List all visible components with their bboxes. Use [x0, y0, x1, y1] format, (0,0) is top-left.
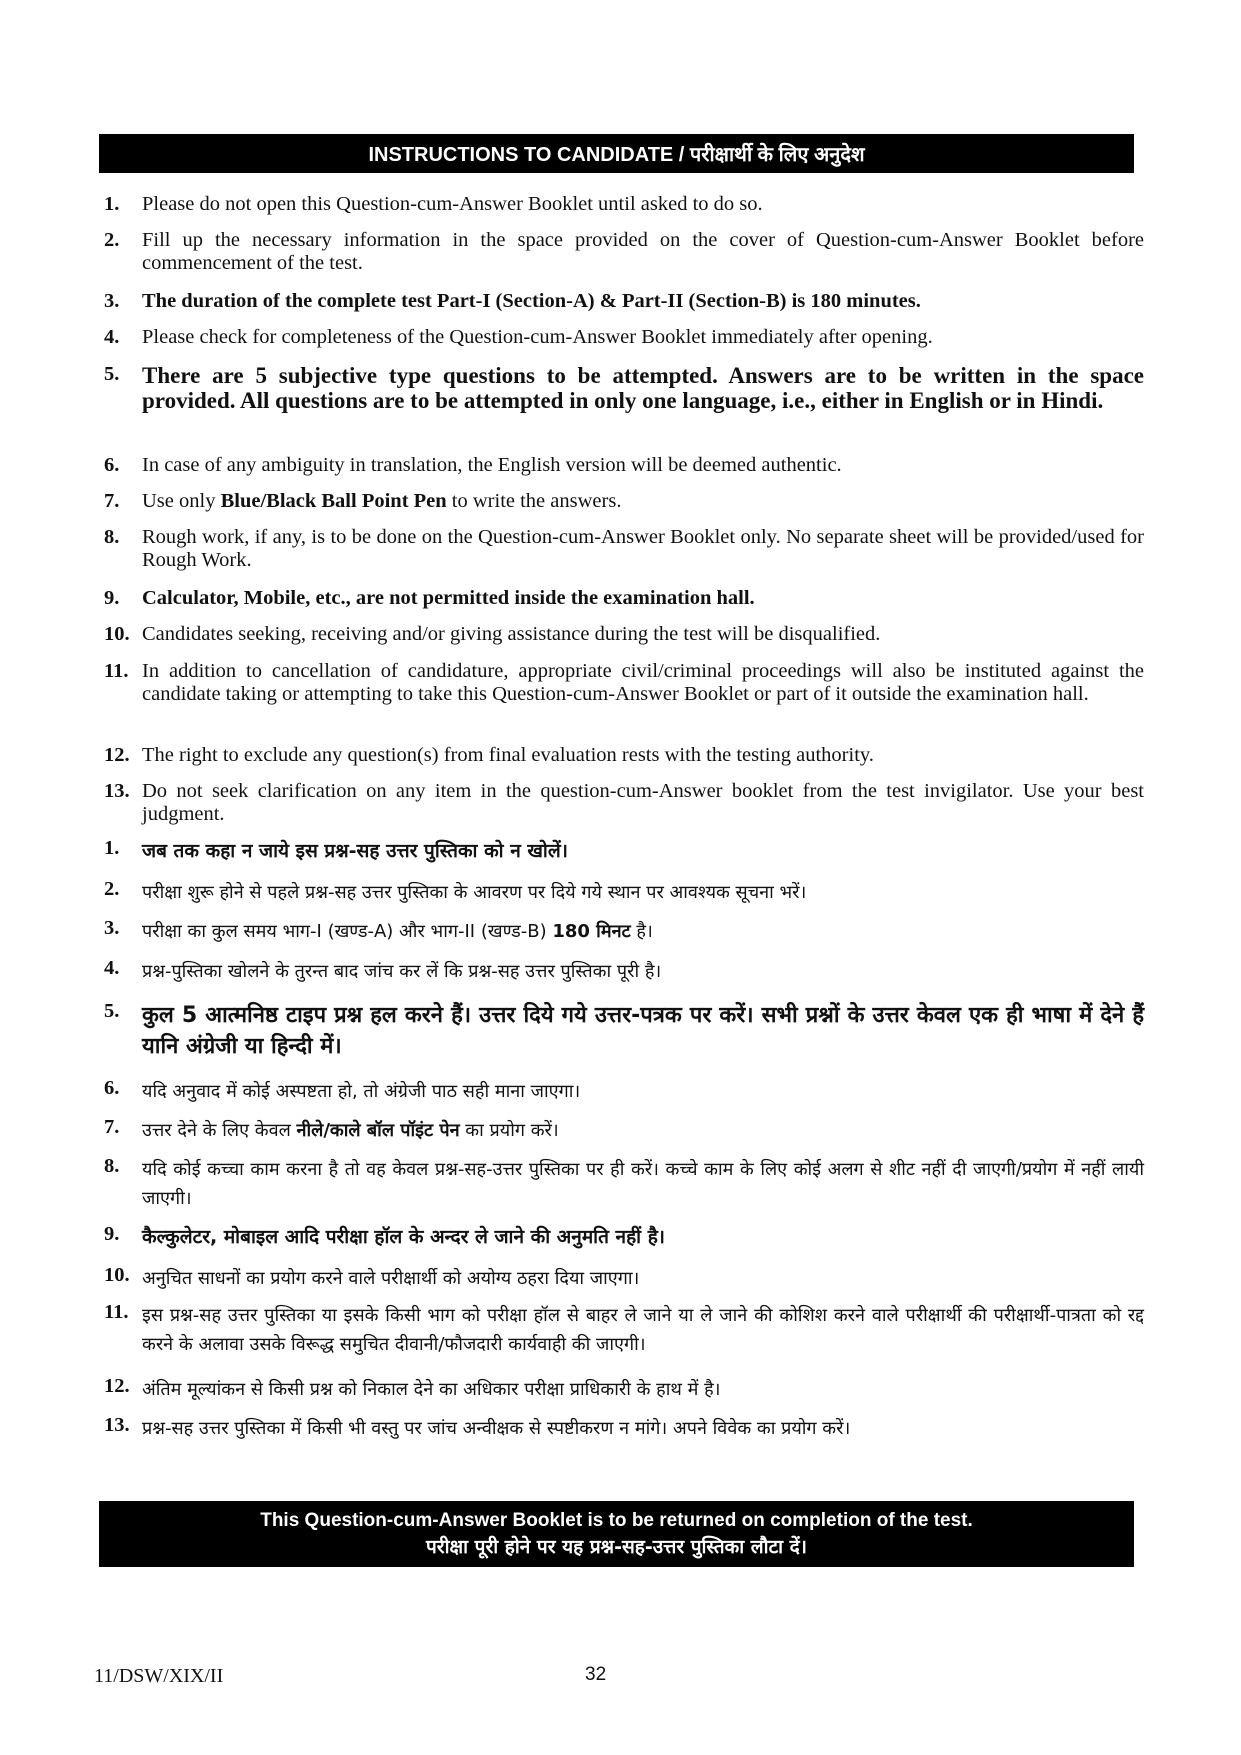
item-number: 7. [104, 490, 120, 512]
english-instruction-6 [104, 454, 1144, 477]
english-instruction-3 [104, 290, 1144, 313]
item-text-after: का प्रयोग करें। [459, 1120, 559, 1141]
item-number: 12. [104, 744, 130, 766]
item-number: 4. [104, 957, 120, 979]
item-number: 2. [104, 878, 120, 900]
item-text: The duration of the complete test Part-I (Section-A) & Part-II (Section-B) is 180 minutes. [142, 290, 921, 312]
item-number: 10. [104, 623, 130, 645]
english-instruction-10 [104, 623, 1144, 646]
english-instruction-9 [104, 587, 1144, 610]
item-text: परीक्षा शुरू होने से पहले प्रश्न-सह उत्तर पुस्तिका के आवरण पर दिये गये स्थान पर आवश्यक सूचना भरें। [142, 882, 807, 903]
item-text: Calculator, Mobile, etc., are not permitted inside the examination hall. [142, 587, 755, 609]
instructions-header [99, 134, 1134, 173]
item-number: 4. [104, 326, 120, 348]
item-text: There are 5 subjective type questions to be attempted. Answers are to be written in the space provided. All questions are to be attempted in only one language, i.e., either in English or in Hindi. [142, 363, 1144, 413]
item-number: 7. [104, 1116, 120, 1138]
item-number: 1. [104, 193, 120, 215]
item-text-after: है। [630, 921, 653, 942]
return-booklet-notice [99, 1501, 1134, 1567]
hindi-instruction-1 [104, 837, 1144, 866]
item-number: 6. [104, 454, 120, 476]
item-text [142, 490, 1144, 513]
item-text-after: to write the answers. [446, 490, 622, 512]
item-text: अनुचित साधनों का प्रयोग करने वाले परीक्षार्थी को अयोग्य ठहरा दिया जाएगा। [142, 1268, 640, 1289]
item-text: यदि अनुवाद में कोई अस्पष्टता हो, तो अंग्रेजी पाठ सही माना जाएगा। [142, 1081, 581, 1102]
item-number: 13. [104, 1414, 130, 1436]
item-number: 5. [104, 1000, 120, 1022]
item-number: 13. [104, 780, 130, 802]
hindi-instruction-7 [104, 1116, 1144, 1145]
hindi-instruction-3 [104, 917, 1144, 946]
item-text: प्रश्न-पुस्तिका खोलने के तुरन्त बाद जांच कर लें कि प्रश्न-सह उत्तर पुस्तिका पूरी है। [142, 961, 662, 982]
item-text-bold: 180 मिनट [552, 921, 631, 942]
item-text: अंतिम मूल्यांकन से किसी प्रश्न को निकाल देने का अधिकार परीक्षा प्राधिकारी के हाथ में है। [142, 1379, 721, 1400]
english-instruction-5 [104, 363, 1144, 413]
item-text [142, 917, 1144, 946]
english-instruction-13 [104, 780, 1144, 826]
item-number: 2. [104, 229, 120, 251]
item-text: इस प्रश्न-सह उत्तर पुस्तिका या इसके किसी भाग को परीक्षा हॉल से बाहर ले जाने या ले जाने की कोशिश करने वाले परीक्षार्थी की परीक्षार्थी-पात्रता को रद्द करने के अलावा उसके विरूद्ध समुचित दीवानी/फौजदारी कार्यवाही की जाएगी। [142, 1305, 1144, 1355]
return-notice-english: This Question-cum-Answer Booklet is to be returned on completion of the test. [260, 1510, 973, 1531]
page-number: 32 [585, 1664, 607, 1685]
hindi-instruction-4 [104, 957, 1144, 986]
item-text-before: उत्तर देने के लिए केवल [142, 1120, 297, 1141]
hindi-instruction-13 [104, 1414, 1144, 1443]
return-notice-hindi: परीक्षा पूरी होने पर यह प्रश्न-सह-उत्तर पुस्तिका लौटा दें। [426, 1536, 807, 1558]
english-instruction-4 [104, 326, 1144, 349]
hindi-instruction-5 [104, 1000, 1144, 1062]
item-text-bold: नीले/काले बॉल पॉइंट पेन [296, 1120, 460, 1141]
item-number: 11. [104, 660, 129, 682]
item-text: Rough work, if any, is to be done on the Question-cum-Answer Booklet only. No separate sheet will be provided/used for Rough Work. [142, 526, 1144, 571]
item-text-before: Use only [142, 490, 221, 512]
hindi-instruction-11 [104, 1301, 1144, 1359]
item-number: 5. [104, 363, 120, 385]
hindi-instruction-2 [104, 878, 1144, 907]
hindi-instruction-12 [104, 1375, 1144, 1404]
item-text: In case of any ambiguity in translation, the English version will be deemed authentic. [142, 454, 842, 476]
item-number: 1. [104, 837, 120, 859]
item-text-before: परीक्षा का कुल समय भाग-I (खण्ड-A) और भाग-II (खण्ड-B) [142, 921, 553, 942]
english-instruction-12 [104, 744, 1144, 767]
item-number: 8. [104, 1155, 120, 1177]
item-text: जब तक कहा न जाये इस प्रश्न-सह उत्तर पुस्तिका को न खोलें। [142, 840, 568, 862]
item-text: कुल 5 आत्मनिष्ठ टाइप प्रश्न हल करने हैं। उत्तर दिये गये उत्तर-पत्रक पर करें। सभी प्रश्नों के उत्तर केवल एक ही भाषा में देने हैं यानि अंग्रेजी या हिन्दी में। [142, 1003, 1144, 1059]
item-number: 3. [104, 917, 120, 939]
item-text: Please do not open this Question-cum-Answer Booklet until asked to do so. [142, 193, 763, 215]
hindi-instruction-10 [104, 1264, 1144, 1293]
item-text [142, 1116, 1144, 1145]
hindi-instruction-6 [104, 1077, 1144, 1106]
english-instruction-11 [104, 660, 1144, 706]
item-text: Do not seek clarification on any item in the question-cum-Answer booklet from the test invigilator. Use your best judgment. [142, 780, 1144, 825]
item-text: Please check for completeness of the Question-cum-Answer Booklet immediately after opening. [142, 326, 933, 348]
item-text: यदि कोई कच्चा काम करना है तो वह केवल प्रश्न-सह-उत्तर पुस्तिका पर ही करें। कच्चे काम के लिए कोई अलग से शीट नहीं दी जाएगी/प्रयोग में नहीं लायी जाएगी। [142, 1159, 1144, 1209]
hindi-instruction-9 [104, 1223, 1144, 1252]
item-number: 10. [104, 1264, 130, 1286]
item-text: The right to exclude any question(s) from final evaluation rests with the testing authority. [142, 744, 874, 766]
english-instruction-8 [104, 526, 1144, 572]
hindi-instruction-8 [104, 1155, 1144, 1213]
item-text: Fill up the necessary information in the space provided on the cover of Question-cum-Answer Booklet before commencement of the test. [142, 229, 1144, 274]
item-number: 6. [104, 1077, 120, 1099]
item-text: प्रश्न-सह उत्तर पुस्तिका में किसी भी वस्तु पर जांच अन्वीक्षक से स्पष्टीकरण न मांगे। अपने विवेक का प्रयोग करें। [142, 1418, 851, 1439]
english-instruction-7 [104, 490, 1144, 513]
item-number: 8. [104, 526, 120, 548]
paper-code: 11/DSW/XIX/II [94, 1665, 224, 1687]
english-instruction-2 [104, 229, 1144, 275]
item-number: 9. [104, 587, 120, 609]
item-number: 11. [104, 1301, 129, 1323]
item-text: कैल्कुलेटर, मोबाइल आदि परीक्षा हॉल के अन्दर ले जाने की अनुमति नहीं है। [142, 1226, 666, 1248]
item-text-bold: Blue/Black Ball Point Pen [220, 490, 447, 512]
item-number: 12. [104, 1375, 130, 1397]
item-number: 9. [104, 1223, 120, 1245]
instructions-header-title: INSTRUCTIONS TO CANDIDATE / परीक्षार्थी के लिए अनुदेश [368, 144, 865, 166]
item-text: In addition to cancellation of candidature, appropriate civil/criminal proceedings will also be instituted against the candidate taking or attempting to take this Question-cum-Answer Booklet or part of it outside the examination hall. [142, 660, 1144, 705]
item-text: Candidates seeking, receiving and/or giving assistance during the test will be disqualified. [142, 623, 881, 645]
english-instruction-1 [104, 193, 1144, 216]
item-number: 3. [104, 290, 120, 312]
